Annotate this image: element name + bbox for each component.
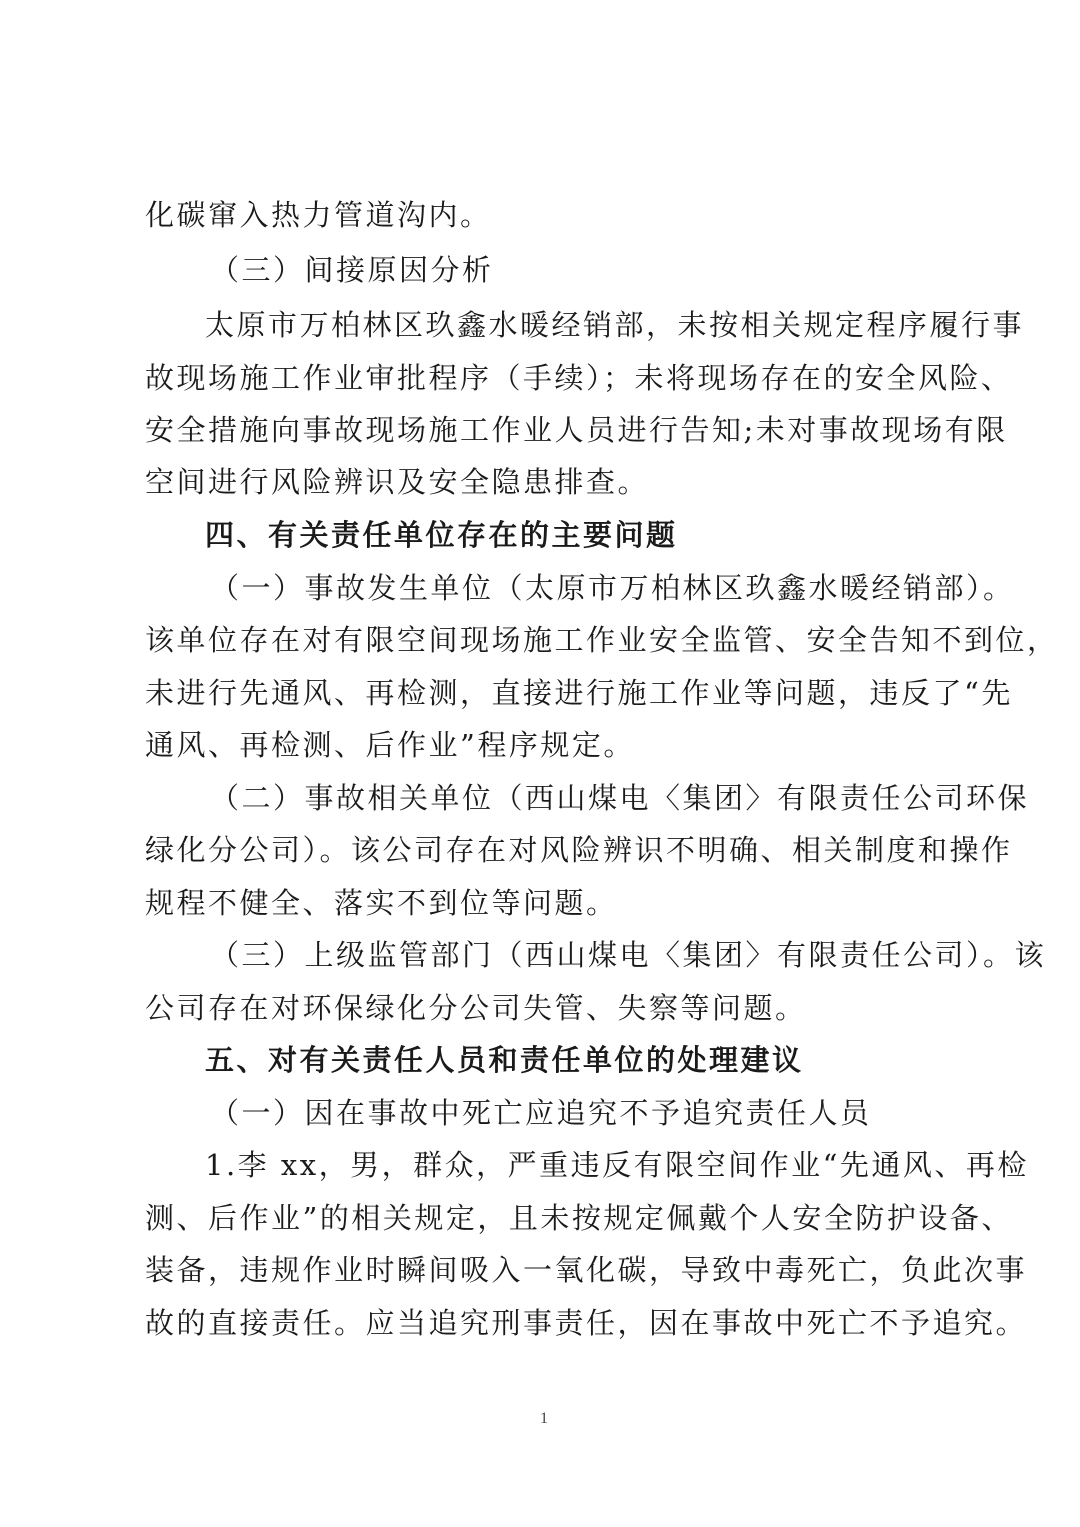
text-line: 该单位存在对有限空间现场施工作业安全监管、安全告知不到位， [145,623,1059,657]
text-line: 未进行先通风、再检测，直接进行施工作业等问题，违反了“先 [145,676,1013,710]
text-line: （二）事故相关单位（西山煤电〈集团〉有限责任公司环保 [210,781,1030,815]
subheading: （一）因在事故中死亡应追究不予追究责任人员 [210,1096,872,1130]
text-line: 绿化分公司）。该公司存在对风险辨识不明确、相关制度和操作 [145,833,1013,867]
text-line: 装备，违规作业时瞬间吸入一氧化碳，导致中毒死亡，负此次事 [145,1253,1028,1287]
subheading-indirect-causes: （三）间接原因分析 [210,253,494,287]
text-line: 太原市万柏林区玖鑫水暖经销部，未按相关规定程序履行事 [205,308,1025,342]
text-line: 安全措施向事故现场施工作业人员进行告知;未对事故现场有限 [145,413,1008,447]
page-number: 1 [540,1410,548,1427]
text-line: 测、后作业”的相关规定，且未按规定佩戴个人安全防护设备、 [145,1201,1013,1235]
text-line: 1.李 xx，男，群众，严重违反有限空间作业“先通风、再检 [205,1148,1029,1182]
section-heading-5: 五、对有关责任人员和责任单位的处理建议 [205,1043,804,1077]
text-line: 公司存在对环保绿化分公司失管、失察等问题。 [145,991,807,1025]
text-line: 化碳窜入热力管道沟内。 [145,198,492,232]
text-line: 通风、再检测、后作业”程序规定。 [145,728,635,762]
text-line: 故现场施工作业审批程序（手续）；未将现场存在的安全风险、 [145,361,1013,395]
text-line: 规程不健全、落实不到位等问题。 [145,886,618,920]
text-line: 空间进行风险辨识及安全隐患排查。 [145,465,650,499]
section-heading-4: 四、有关责任单位存在的主要问题 [205,518,678,552]
text-line: （一）事故发生单位（太原市万柏林区玖鑫水暖经销部）。 [210,571,1015,605]
text-line: 故的直接责任。应当追究刑事责任，因在事故中死亡不予追究。 [145,1306,1028,1340]
text-line: （三）上级监管部门（西山煤电〈集团〉有限责任公司）。该 [210,938,1047,972]
